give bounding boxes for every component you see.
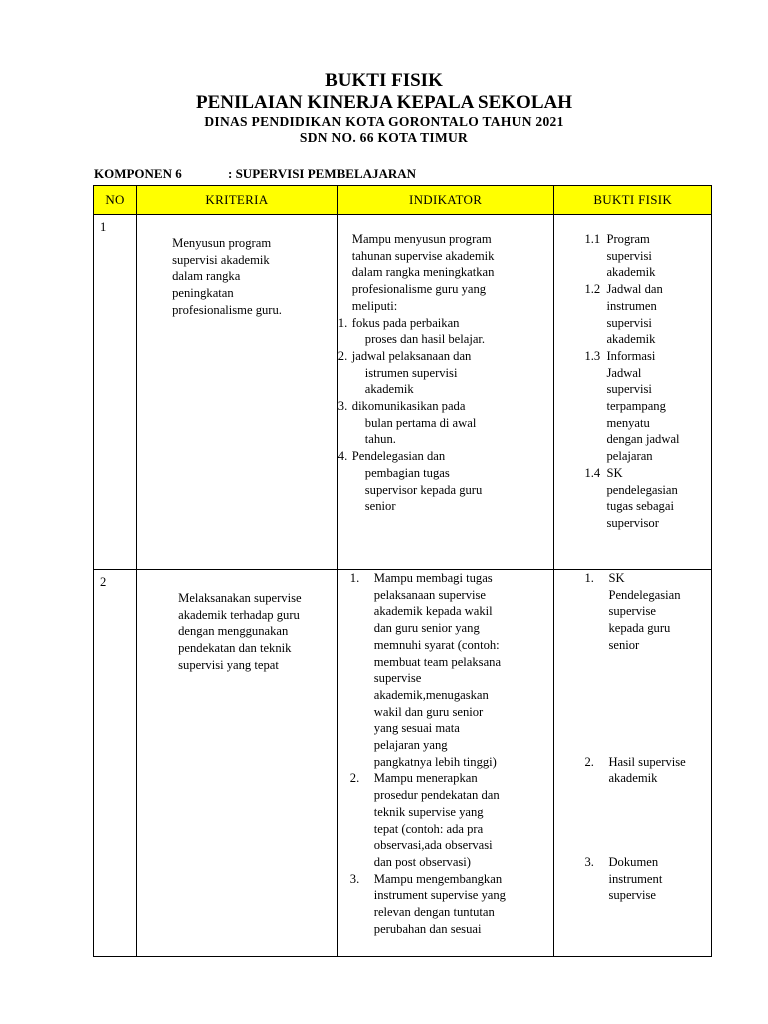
bukti-number: 1.3 [584,348,601,363]
item-line: prosedur pendekatan dan [373,788,500,803]
kriteria-line: Melaksanakan supervise [178,591,302,605]
item-line: membuat team pelaksana [373,654,502,669]
item-number: 1. [337,315,348,330]
bukti-line: supervisi [606,248,652,263]
bukti-number: 2. [584,754,594,769]
item-line: pelajaran yang [373,738,448,753]
indikator-item [338,398,548,448]
item-number: 1. [349,571,360,585]
bukti-line: menyatu [606,415,650,430]
bukti-line: supervisor [606,515,659,530]
bukti-line: senior [608,637,640,652]
table-row [94,570,712,957]
bukti-item [584,465,707,532]
kriteria-line: supervisi akademik [172,252,270,267]
item-line: pangkatnya lebih tinggi) [373,754,497,769]
row-number: 2 [94,570,137,957]
kriteria-cell [137,215,338,570]
item-line: dan guru senior yang [373,621,480,636]
bukti-line: instrument [608,871,663,886]
item-line: tepat (contoh: ada pra [373,821,484,836]
bukti-line: dengan jadwal [606,432,680,447]
bukti-line: Informasi [606,348,656,363]
indikator-cell [337,215,554,570]
kriteria-line: dalam rangka [172,269,241,284]
indikator-item [350,570,548,770]
komponen-line [94,166,417,182]
item-line: observasi,ada observasi [373,838,493,853]
table-header-row [94,186,712,215]
table-row [94,215,712,570]
item-line: bulan pertama di awal [364,415,477,430]
item-line: supervise [373,671,422,686]
bukti-number: 1.4 [584,465,601,480]
header-indikator: INDIKATOR [337,186,554,215]
komponen-value: : SUPERVISI PEMBELAJARAN [228,166,417,181]
indikator-item [338,348,548,398]
bukti-item [584,754,707,787]
bukti-line: kepada guru [608,621,671,636]
kriteria-line: dengan menggunakan [178,624,289,639]
bukti-line: akademik [608,771,658,786]
item-line: tahun. [364,432,396,447]
title-penilaian: PENILAIAN KINERJA KEPALA SEKOLAH [195,92,573,113]
item-line: yang sesuai mata [373,721,460,736]
bukti-line: Jadwal [606,365,642,380]
indikator-item [338,315,548,348]
bukti-line: pendelegasian [606,482,678,497]
kriteria-line: Menyusun program [172,236,272,250]
bukti-line: Program [606,232,650,246]
item-line: istrumen supervisi [364,365,458,380]
bukti-number: 1. [584,571,594,585]
evidence-table [93,185,712,957]
bukti-item [584,231,707,281]
kriteria-line: profesionalisme guru. [172,302,282,317]
header-bukti-fisik: BUKTI FISIK [554,186,712,215]
item-line: teknik supervise yang [373,804,484,819]
item-number: 4. [337,449,348,464]
header-no: NO [94,186,137,215]
indikator-intro-line: profesionalisme guru yang [351,282,487,297]
bukti-number: 3. [584,854,594,869]
bukti-line: SK [606,465,623,480]
indikator-item [350,770,548,870]
bukti-line: terpampang [606,399,666,414]
header-kriteria: KRITERIA [137,186,338,215]
bukti-line: tugas sebagai [606,499,674,514]
bukti-line: supervisi [606,382,652,397]
bukti-line: supervisi [606,315,652,330]
title-sekolah: SDN NO. 66 KOTA TIMUR [299,130,469,145]
item-line: perubahan dan sesuai [373,921,482,936]
item-line: akademik,menugaskan [373,687,489,702]
kriteria-line: supervisi yang tepat [178,657,279,672]
indikator-item [338,448,548,515]
indikator-intro-line: Mampu menyusun program [351,232,492,246]
item-line: Pendelegasian dan [351,449,446,464]
item-line: wakil dan guru senior [373,704,484,719]
bukti-line: supervise [608,604,657,619]
bukti-line: SK [608,571,625,585]
bukti-line: Pendelegasian [608,587,681,602]
bukti-item [584,281,707,348]
item-line: Mampu mengembangkan [373,871,503,886]
row-number: 1 [94,215,137,570]
document-title-block [0,70,768,146]
item-line: dan post observasi) [373,854,471,869]
item-line: jadwal pelaksanaan dan [351,348,472,363]
item-line: proses dan hasil belajar. [364,332,486,347]
item-line: pelaksanaan supervise [373,587,487,602]
bukti-fisik-cell [554,215,712,570]
indikator-intro-line: dalam rangka meningkatkan [351,265,495,280]
bukti-line: Jadwal dan [606,282,663,297]
kriteria-cell [137,570,338,957]
komponen-label: KOMPONEN 6 [94,166,182,181]
bukti-line: akademik [606,265,656,280]
bukti-item [584,854,707,904]
item-line: fokus pada perbaikan [351,315,460,330]
bukti-line: Hasil supervise [608,754,686,769]
title-bukti-fisik: BUKTI FISIK [325,70,443,91]
item-line: dikomunikasikan pada [351,399,466,414]
bukti-line: supervise [608,888,657,903]
title-dinas: DINAS PENDIDIKAN KOTA GORONTALO TAHUN 2021 [204,114,564,129]
item-number: 2. [337,348,348,363]
kriteria-line: akademik terhadap guru [178,607,300,622]
bukti-line: akademik [606,332,656,347]
item-line: Mampu menerapkan [373,771,478,786]
bukti-number: 1.1 [584,232,601,246]
bukti-number: 1.2 [584,282,601,297]
item-line: relevan dengan tuntutan [373,905,495,920]
item-line: supervisor kepada guru [364,482,483,497]
indikator-intro-line: tahunan supervise akademik [351,248,495,263]
item-line: instrument supervise yang [373,888,506,903]
indikator-item [350,871,548,938]
bukti-item [584,570,707,654]
item-number: 3. [349,871,360,886]
item-line: senior [364,499,396,514]
bukti-item [584,348,707,465]
indikator-intro-line: meliputi: [351,298,398,313]
item-line: memnuhi syarat (contoh: [373,637,500,652]
item-line: akademik kepada wakil [373,604,493,619]
item-number: 2. [349,771,360,786]
item-line: pembagian tugas [364,465,450,480]
item-number: 3. [337,399,348,414]
bukti-fisik-cell [554,570,712,957]
bukti-line: pelajaran [606,449,653,464]
bukti-line: Dokumen [608,854,659,869]
indikator-cell [337,570,554,957]
item-line: Mampu membagi tugas [373,571,493,585]
kriteria-line: pendekatan dan teknik [178,641,292,656]
item-line: akademik [364,382,414,397]
kriteria-line: peningkatan [172,286,234,301]
bukti-line: instrumen [606,298,657,313]
